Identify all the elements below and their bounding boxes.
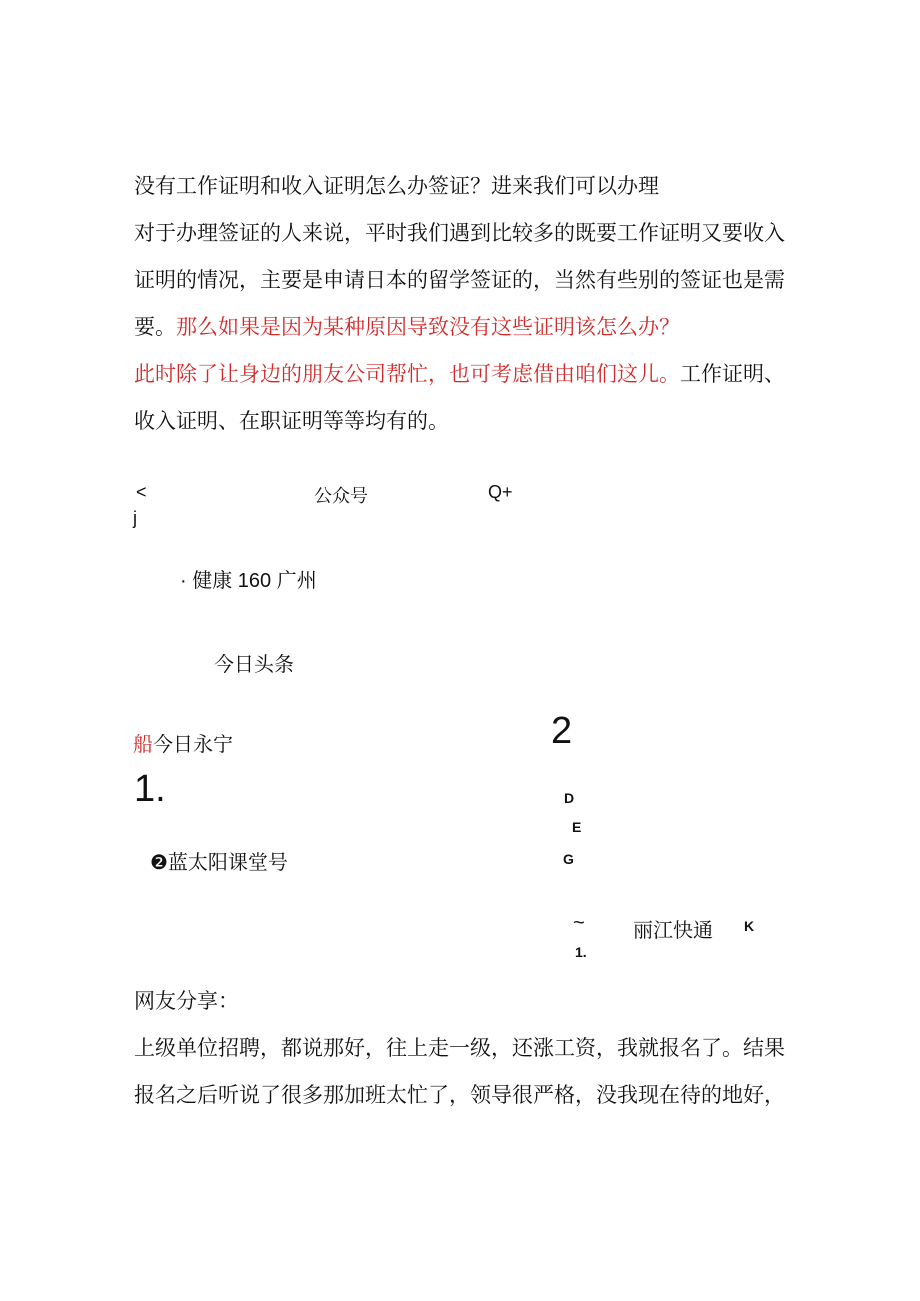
stray-glyph: j bbox=[133, 508, 137, 528]
paragraph-line: 证明的情况，主要是申请日本的留学签证的，当然有些别的签证也是需 bbox=[134, 268, 785, 292]
share-heading: 网友分享： bbox=[134, 989, 239, 1013]
index-letter[interactable]: K bbox=[744, 918, 755, 934]
paragraph-text: 工作证明、 bbox=[680, 362, 785, 386]
search-add-icon[interactable]: Q+ bbox=[488, 482, 513, 502]
paragraph-line: 上级单位招聘，都说那好，往上走一级，还涨工资，我就报名了。结果 bbox=[134, 1036, 785, 1060]
paragraph-line: 报名之后听说了很多那加班太忙了，领导很严格，没我现在待的地好， bbox=[134, 1083, 785, 1107]
list-item-lantaiyang[interactable]: ❷蓝太阳课堂号 bbox=[150, 852, 288, 874]
paragraph-line: 收入证明、在职证明等等均有的。 bbox=[134, 409, 449, 433]
list-item-toutiao[interactable]: 今日头条 bbox=[214, 654, 294, 676]
big-number: 2 bbox=[551, 710, 573, 752]
paragraph-text: 要。 bbox=[134, 315, 176, 339]
small-number: 1. bbox=[575, 944, 587, 960]
paragraph-line: 对于办理签证的人来说，平时我们遇到比较多的既要工作证明又要收入 bbox=[134, 221, 785, 245]
list-item-label: 今日永宁 bbox=[153, 734, 233, 756]
header-title: 公众号 bbox=[314, 486, 368, 506]
big-number: 1. bbox=[134, 768, 166, 810]
back-icon[interactable]: < bbox=[136, 482, 147, 502]
ship-label: 船 bbox=[133, 734, 153, 756]
tilde-glyph: ~ bbox=[573, 912, 585, 934]
index-letter[interactable]: G bbox=[563, 851, 574, 867]
list-item-health[interactable]: · 健康 160 广州 bbox=[180, 570, 317, 592]
index-letter[interactable]: D bbox=[564, 790, 575, 806]
paragraph-line bbox=[134, 311, 680, 341]
highlight-text: 此时除了让身边的朋友公司帮忙，也可考虑借由咱们这儿。 bbox=[134, 362, 680, 386]
index-letter[interactable]: E bbox=[572, 819, 582, 835]
list-item-lijiang[interactable]: 丽江快通 bbox=[633, 920, 713, 942]
paragraph-line bbox=[134, 358, 785, 388]
list-item-ningbo[interactable] bbox=[133, 728, 233, 757]
article-title: 没有工作证明和收入证明怎么办签证？进来我们可以办理 bbox=[134, 174, 659, 198]
highlight-text: 那么如果是因为某种原因导致没有这些证明该怎么办？ bbox=[176, 315, 680, 339]
